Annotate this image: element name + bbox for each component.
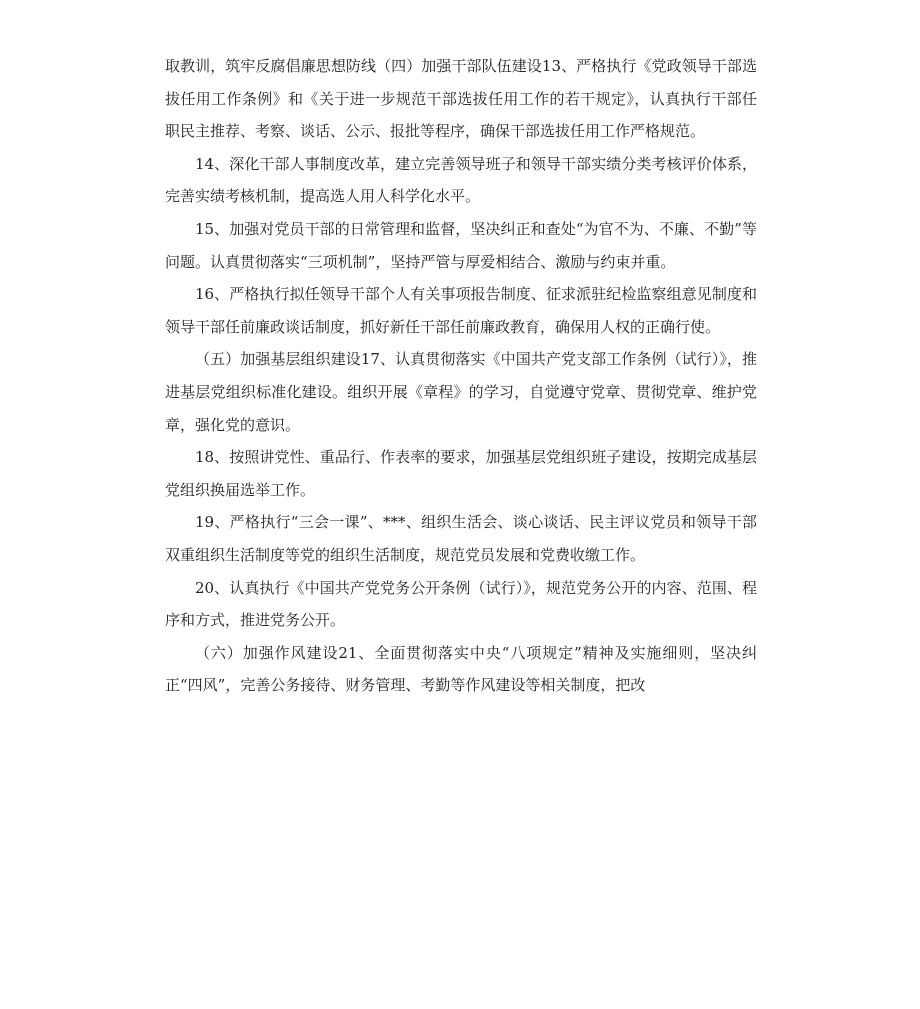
paragraph-section-5: （五）加强基层组织建设17、认真贯彻落实《中国共产党支部工作条例（试行）》，推进基层党组织标准化建设。组织开展《章程》的学习，自觉遵守党章、贯彻党章、维护党章，强化党的意识。 (165, 350, 757, 434)
paragraph-item-14: 14、深化干部人事制度改革，建立完善领导班子和领导干部实绩分类考核评价体系，完善实绩考核机制，提高选人用人科学化水平。 (165, 154, 757, 206)
paragraph-item-19: 19、严格执行“三会一课”、***、组织生活会、谈心谈话、民主评议党员和领导干部双重组织生活制度等党的组织生活制度，规范党员发展和党费收缴工作。 (165, 513, 757, 564)
paragraph-item-20: 20、认真执行《中国共产党党务公开条例（试行）》，规范党务公开的内容、范围、程序和方式，推进党务公开。 (165, 578, 757, 630)
paragraph-item-15: 15、加强对党员干部的日常管理和监督，坚决纠正和查处“为官不为、不廉、不勤”等问题。认真贯彻落实“三项机制”，坚持严管与厚爱相结合、激励与约束并重。 (165, 219, 757, 271)
paragraph-continued: 取教训，筑牢反腐倡廉思想防线（四）加强干部队伍建设13、严格执行《党政领导干部选拔任用工作条例》和《关于进一步规范干部选拔任用工作的若干规定》，认真执行干部任职民主推荐、考察、谈话、公示、报批等程序，确保干部选拔任用工作严格规范。 (165, 57, 757, 141)
document-body (165, 50, 757, 702)
paragraph-item-18: 18、按照讲党性、重品行、作表率的要求，加强基层党组织班子建设，按期完成基层党组织换届选举工作。 (165, 448, 757, 499)
paragraph-item-16: 16、严格执行拟任领导干部个人有关事项报告制度、征求派驻纪检监察组意见制度和领导干部任前廉政谈话制度，抓好新任干部任前廉政教育，确保用人权的正确行使。 (165, 285, 757, 336)
paragraph-section-6: （六）加强作风建设21、全面贯彻落实中央“八项规定”精神及实施细则，坚决纠正“四风”，完善公务接待、财务管理、考勤等作风建设等相关制度，把改 (165, 643, 757, 695)
